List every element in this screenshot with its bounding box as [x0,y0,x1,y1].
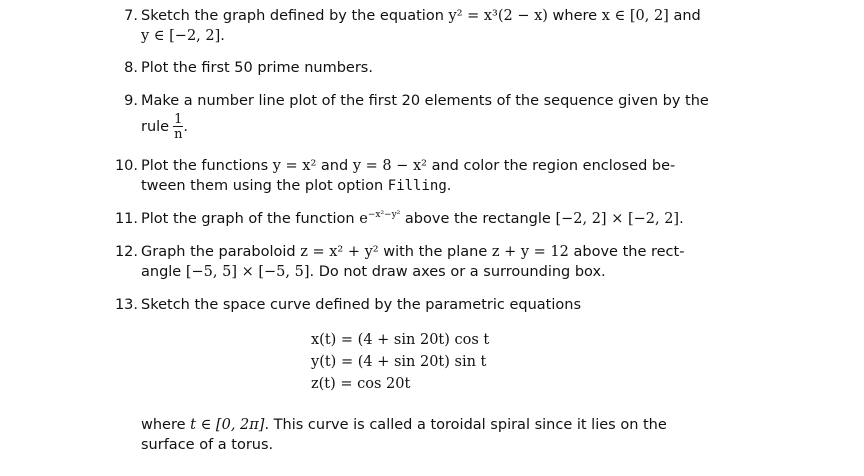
text-run: Plot the graph of the function [141,211,360,227]
text-run: . This curve is called a toroidal spiral since it lies on the [264,417,667,433]
problem-line: Plot the first 50 prime numbers. [141,60,373,76]
problem-line [141,242,685,262]
range-math: y ∈ [−2, 2] [141,28,221,44]
exp-base: e [359,211,368,227]
text-run: and [668,8,701,24]
code-option: Filling [387,178,447,194]
text-run: Plot the functions [141,158,273,174]
text-run: and [316,158,353,174]
text-run: Graph the paraboloid [141,244,301,260]
problem-line [141,6,701,26]
text-run: and color the region enclosed be- [426,158,676,174]
plane-math: z + y = 12 [491,244,569,260]
problem-number: 11. [114,211,138,227]
text-run: where [141,417,191,433]
problem-text [141,242,685,282]
problem-line [141,26,676,46]
problem-line [141,176,676,196]
exp-power: −x²−y² [367,210,401,220]
problem-number: 9. [124,93,138,109]
text-run: . [446,178,452,194]
equation-y: y(t) = (4 + sin 20t) sin t [311,354,487,370]
exponential-math [359,211,400,227]
problem-line: Sketch the space curve defined by the parametric equations [141,297,581,313]
text-run: . [183,119,188,135]
problem-line [141,415,671,435]
problem-number: 12. [114,244,138,260]
function-math: y = 8 − x² [352,158,427,174]
fraction [173,113,183,141]
text-run: rule [141,119,170,135]
problem-text [141,58,676,78]
text-run: with the plane [378,244,492,260]
rectangle-math: [−2, 2] × [−2, 2] [555,211,680,227]
text-run: above the rectangle [400,211,556,227]
equation: y² = x³(2 − x) [448,8,548,24]
rectangle-math: [−5, 5] × [−5, 5] [185,264,310,280]
problem-13-continuation [141,415,671,455]
problem-line [141,156,676,176]
problem-line [141,113,676,141]
text-run: tween them using the plot option [141,178,388,194]
problem-line [141,209,684,229]
text-run: Sketch the graph defined by the equation [141,8,449,24]
problem-number: 10. [114,158,138,174]
equation-z: z(t) = cos 20t [311,376,411,392]
problem-line [141,262,676,282]
problem-line: Make a number line plot of the first 20 elements of the sequence given by the [141,93,709,109]
problem-text [141,156,676,196]
text-run: above the rect- [568,244,685,260]
problem-number: 7. [124,8,138,24]
problem-line: surface of a torus. [141,437,274,453]
text-run: where [547,8,602,24]
fraction-denominator: n [174,127,183,142]
equation-x: x(t) = (4 + sin 20t) cos t [311,332,490,348]
domain-math: x ∈ [0, 2] [601,8,669,24]
problem-text [141,295,676,315]
function-math: y = x² [272,158,317,174]
text-run: angle [141,264,186,280]
problem-number: 8. [124,60,138,76]
interval-math: t ∈ [0, 2π] [190,417,265,433]
paraboloid-math: z = x² + y² [300,244,379,260]
fraction-numerator: 1 [174,112,183,127]
parametric-equations [311,329,571,395]
problem-text [141,91,709,142]
text-run: . [679,211,684,227]
text-run: . Do not draw axes or a surrounding box. [309,264,606,280]
problem-text [141,209,684,229]
problem-number: 13. [114,297,138,313]
problem-text [141,6,701,46]
text-run: . [220,28,225,44]
